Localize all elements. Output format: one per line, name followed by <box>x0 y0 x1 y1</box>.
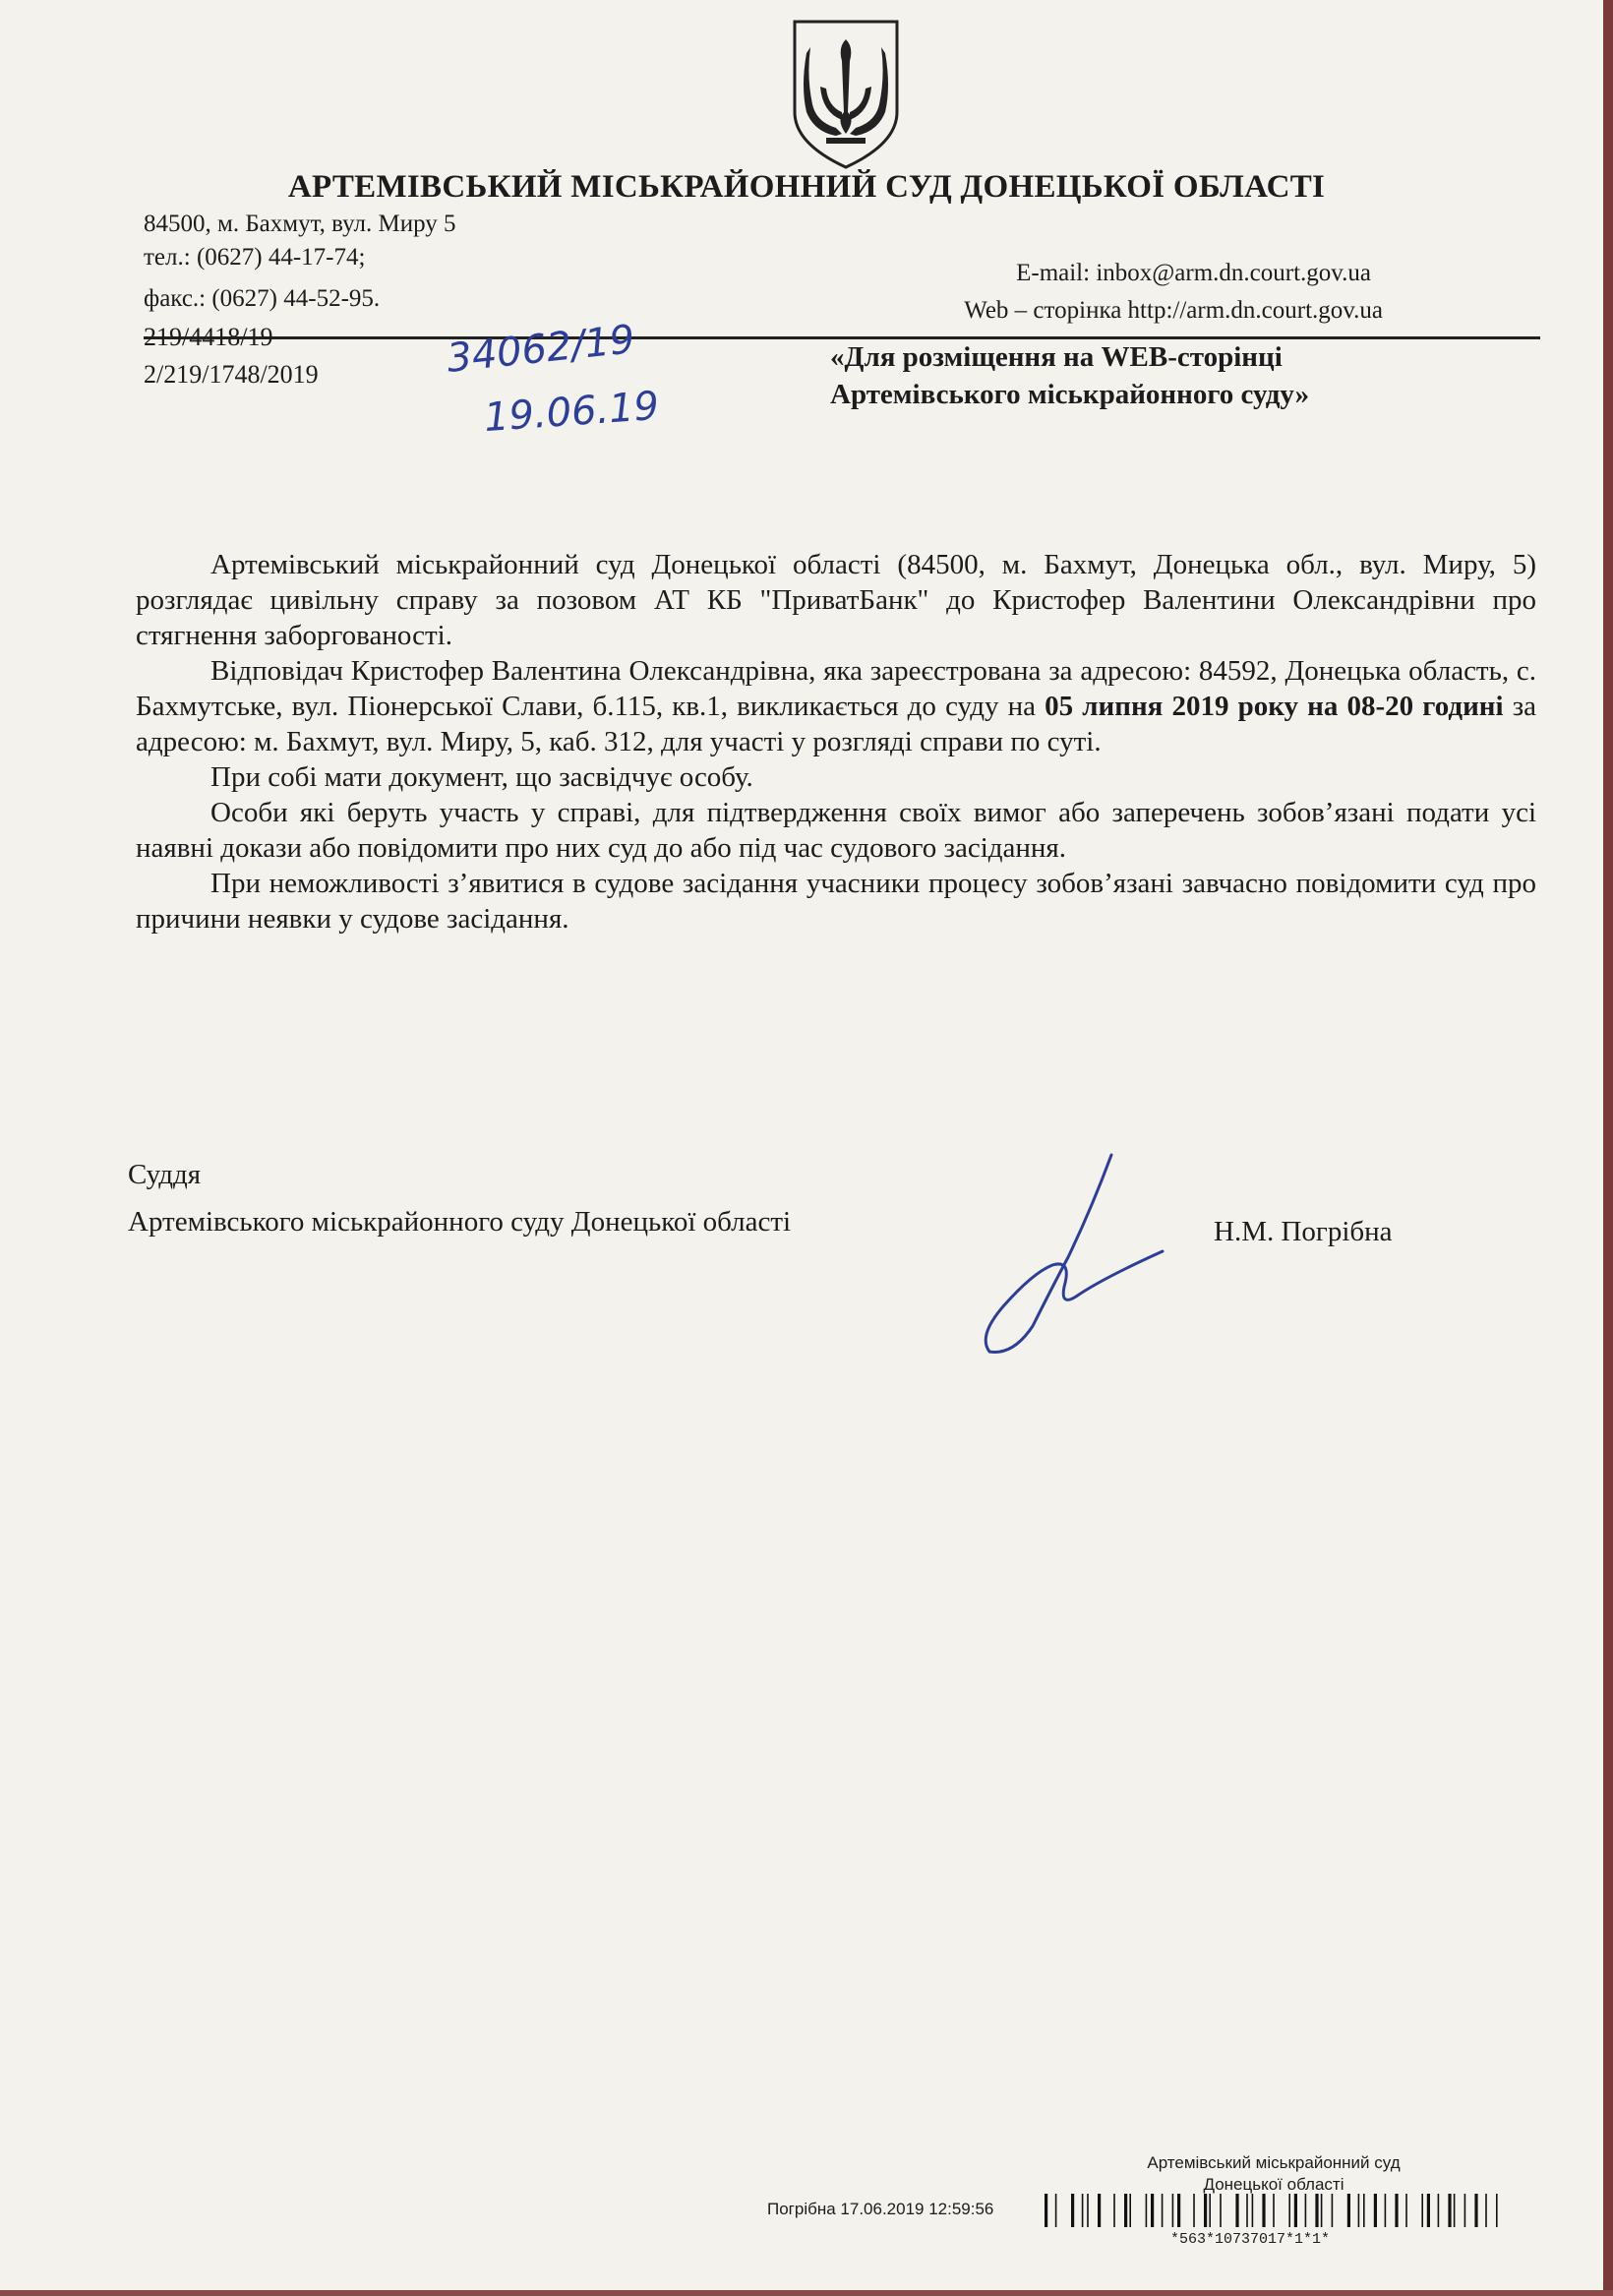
barcode-bar <box>1321 2194 1323 2227</box>
barcode-bar <box>1438 2194 1440 2227</box>
barcode-number: *563*10737017*1*1* <box>1170 2231 1331 2248</box>
barcode-bar <box>1082 2194 1084 2227</box>
stamp-court-line-1: Артемівський міськрайонний суд <box>1147 2153 1401 2172</box>
barcode-bar <box>1220 2194 1222 2227</box>
barcode-bar <box>1193 2194 1195 2227</box>
court-website: Web – сторінка http://arm.dn.court.gov.ua <box>964 297 1383 324</box>
barcode-bar <box>1332 2194 1334 2227</box>
judge-name: Н.М. Погрібна <box>1214 1216 1393 1247</box>
summons-text-b: за адресою: м. Бахмут, вул. Миру, 5, каб. 312, для участі у розгляді справи по суті. <box>136 691 1537 757</box>
barcode-bar <box>1124 2194 1127 2227</box>
paragraph-case: Артемівський міськрайонний суд Донецької області (84500, м. Бахмут, Донецька обл., вул. Миру, 5) розглядає цивільну справу за позовом АТ КБ "ПриватБанк" до Кристофер Валентини Олександрівни про стягнення заборгованості. <box>136 549 1536 651</box>
coat-of-arms-icon <box>787 18 905 171</box>
barcode-bar <box>1209 2194 1211 2227</box>
registry-stamp-date: Погрібна 17.06.2019 12:59:56 <box>767 2200 994 2218</box>
barcode <box>1045 2194 1517 2231</box>
barcode-bar <box>1071 2194 1074 2227</box>
barcode-bar <box>1129 2194 1131 2227</box>
barcode-bar <box>1474 2194 1477 2227</box>
paragraph-evidence: Особи які беруть участь у справі, для підтвердження своїх вимог або заперечень зобов’язані подати усі наявні докази або повідомити про них суд до або під час судового засідання. <box>136 797 1536 864</box>
barcode-bar <box>1358 2194 1360 2227</box>
court-address: 84500, м. Бахмут, вул. Миру 5 <box>144 211 456 237</box>
barcode-bar <box>1262 2194 1265 2227</box>
barcode-bar <box>1395 2194 1398 2227</box>
barcode-bar <box>1464 2194 1466 2227</box>
paragraph-id-document: При собі мати документ, що засвідчує особу. <box>210 761 753 793</box>
court-email: E-mail: inbox@arm.dn.court.gov.ua <box>1016 260 1371 286</box>
barcode-bar <box>1252 2194 1254 2227</box>
court-title: АРТЕМІВСЬКИЙ МІСЬКРАЙОННИЙ СУД ДОНЕЦЬКОЇ ОБЛАСТІ <box>287 169 1326 205</box>
barcode-bar <box>1235 2194 1238 2227</box>
barcode-bar <box>1363 2194 1365 2227</box>
barcode-bar <box>1098 2194 1101 2227</box>
registry-stamp-court <box>1121 2152 1426 2196</box>
summons-text-a: Відповідач Кристофер Валентина Олександрівна, яка зареєстрована за адресою: 84592, Донецька область, с. Бахмутське, вул. Піонерської Слави, б.115, кв.1, викликається до суду на <box>136 655 1536 722</box>
hearing-datetime: 05 липня 2019 року на 08-20 годині <box>1045 691 1504 722</box>
barcode-bar <box>1172 2194 1174 2227</box>
court-phone: тел.: (0627) 44-17-74; <box>144 244 366 271</box>
handwritten-incoming-date: 19.06.19 <box>482 383 661 442</box>
judge-title: Суддя <box>128 1159 202 1190</box>
barcode-bar <box>1305 2194 1307 2227</box>
handwritten-incoming-number: 34062/19 <box>445 317 637 382</box>
barcode-bar <box>1405 2194 1407 2227</box>
barcode-bar <box>1294 2194 1297 2227</box>
barcode-bar <box>1087 2194 1089 2227</box>
barcode-bar <box>1347 2194 1350 2227</box>
barcode-bar <box>1113 2194 1115 2227</box>
barcode-bar <box>1273 2194 1275 2227</box>
web-note-line-1: «Для розміщення на WEB-сторінці <box>830 341 1283 373</box>
barcode-bar <box>1045 2194 1047 2227</box>
stamp-court-line-2: Донецької області <box>1203 2175 1344 2194</box>
case-number-1: 219/4418/19 <box>144 323 273 351</box>
paragraph-summons <box>136 653 1536 759</box>
court-fax: факс.: (0627) 44-52-95. <box>144 285 381 312</box>
barcode-bar <box>1485 2194 1487 2227</box>
judge-signature <box>974 1149 1190 1365</box>
barcode-bar <box>1288 2194 1290 2227</box>
barcode-bar <box>1374 2194 1377 2227</box>
barcode-bar <box>1177 2194 1180 2227</box>
barcode-bar <box>1315 2194 1318 2227</box>
barcode-bar <box>1454 2194 1456 2227</box>
barcode-bar <box>1055 2194 1057 2227</box>
barcode-bar <box>1421 2194 1423 2227</box>
barcode-bar <box>1427 2194 1430 2227</box>
barcode-bar <box>1385 2194 1387 2227</box>
barcode-bar <box>1162 2194 1164 2227</box>
barcode-bar <box>1496 2194 1498 2227</box>
barcode-bar <box>1151 2194 1154 2227</box>
summons-body <box>136 547 1536 937</box>
web-note-line-2: Артемівського міськрайонного суду» <box>830 379 1310 410</box>
scan-edge-bottom <box>0 2290 1613 2296</box>
judge-court: Артемівського міськрайонного суду Донецької області <box>128 1206 792 1238</box>
case-number-2: 2/219/1748/2019 <box>144 360 319 389</box>
scan-edge-right <box>1603 0 1613 2296</box>
barcode-bar <box>1204 2194 1207 2227</box>
barcode-bar <box>1146 2194 1148 2227</box>
paragraph-absence: При неможливості з’явитися в судове засідання учасники процесу зобов’язані завчасно повідомити суд про причини неявки у судове засідання. <box>136 868 1536 935</box>
barcode-bar <box>1448 2194 1451 2227</box>
web-placement-note <box>830 338 1519 413</box>
barcode-bar <box>1246 2194 1248 2227</box>
